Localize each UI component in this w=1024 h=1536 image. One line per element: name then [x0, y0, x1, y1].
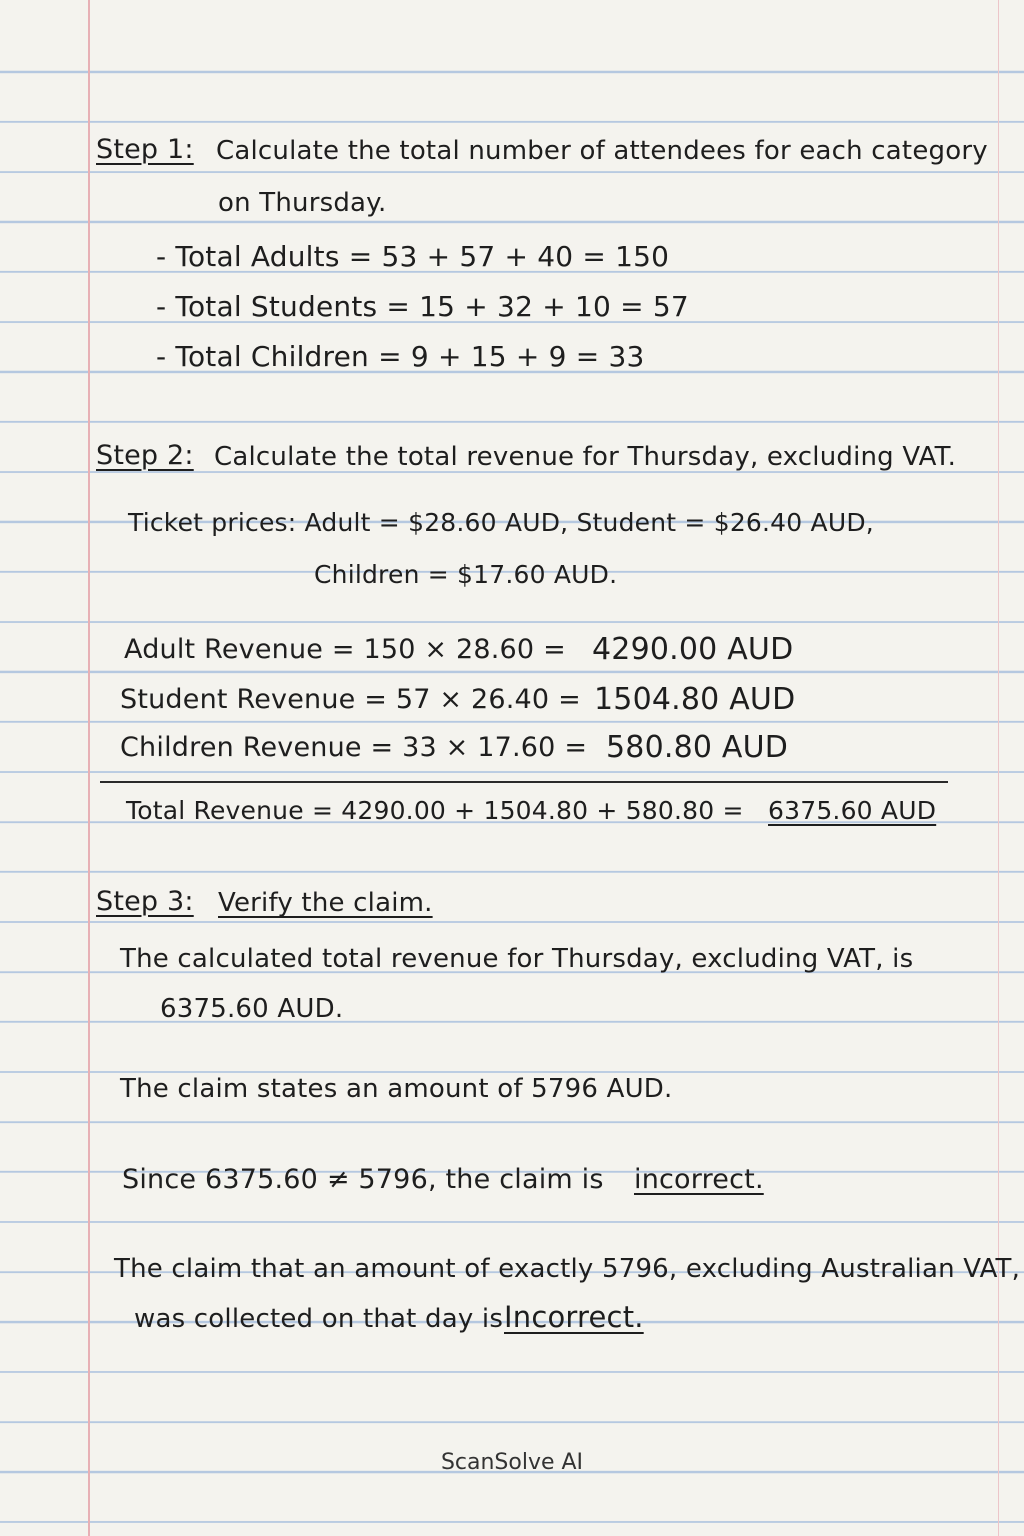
step1-item-students: - Total Students = 15 + 32 + 10 = 57 [156, 290, 689, 323]
para1-line2: 6375.60 AUD. [160, 994, 344, 1024]
step2-heading: Step 2: [96, 440, 194, 471]
student-revenue-formula: Student Revenue = 57 × 26.40 = [120, 684, 581, 715]
margin-line-right [998, 0, 999, 1536]
step1-item-adults: - Total Adults = 53 + 57 + 40 = 150 [156, 240, 670, 273]
children-revenue-formula: Children Revenue = 33 × 17.60 = [120, 732, 588, 763]
para1-line1: The calculated total revenue for Thursday, excluding VAT, is [120, 944, 914, 974]
step1-item-children: - Total Children = 9 + 15 + 9 = 33 [156, 340, 645, 373]
total-revenue-value: 6375.60 AUD [768, 796, 937, 825]
student-revenue-value: 1504.80 AUD [594, 682, 796, 717]
para4-line1: The claim that an amount of exactly 5796, excluding Australian VAT, [114, 1254, 1021, 1284]
total-revenue-formula: Total Revenue = 4290.00 + 1504.80 + 580.80 = [126, 796, 744, 825]
step1-text-line2: on Thursday. [218, 188, 387, 218]
step3-text: Verify the claim. [218, 888, 433, 918]
para3-text: Since 6375.60 ≠ 5796, the claim is [122, 1164, 604, 1195]
ticket-prices-line2: Children = $17.60 AUD. [314, 560, 618, 589]
step1-text-line1: Calculate the total number of attendees for each category [216, 136, 988, 166]
para3-incorrect: incorrect. [634, 1164, 764, 1195]
step2-text: Calculate the total revenue for Thursday, excluding VAT. [214, 442, 957, 472]
step1-heading: Step 1: [96, 134, 194, 165]
adult-revenue-formula: Adult Revenue = 150 × 28.60 = [124, 634, 566, 665]
step3-heading: Step 3: [96, 886, 194, 917]
sum-rule [100, 781, 948, 783]
para4-line2: was collected on that day is [134, 1304, 504, 1334]
margin-line-left [88, 0, 90, 1536]
children-revenue-value: 580.80 AUD [606, 730, 789, 765]
para2: The claim states an amount of 5796 AUD. [120, 1074, 673, 1104]
para4-incorrect: Incorrect. [504, 1300, 644, 1334]
footer-watermark: ScanSolve AI [440, 1450, 584, 1475]
adult-revenue-value: 4290.00 AUD [592, 632, 794, 667]
ticket-prices-line1: Ticket prices: Adult = $28.60 AUD, Student = $26.40 AUD, [128, 508, 874, 537]
